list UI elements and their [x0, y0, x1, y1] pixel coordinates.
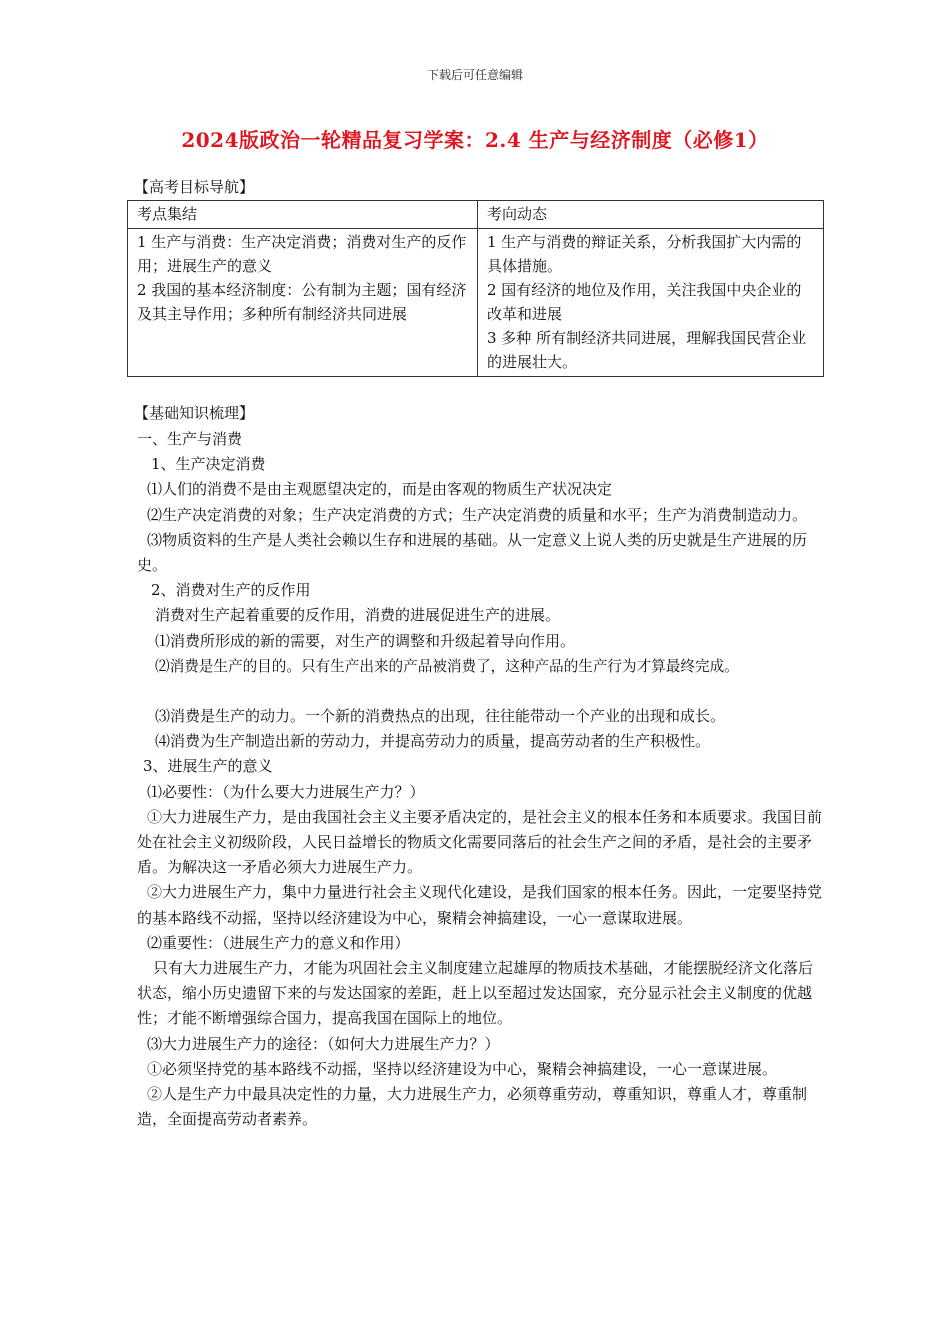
trend-line: 1 生产与消费的辩证关系，分析我国扩大内需的具体措施。: [487, 233, 802, 275]
paragraph: 消费对生产起着重要的反作用，消费的进展促进生产的进展。: [155, 606, 561, 625]
goals-section-label: 【高考目标导航】: [134, 178, 255, 196]
part-heading: 一、生产与消费: [137, 430, 243, 448]
paragraph: ⑵重要性：（进展生产力的意义和作用）: [147, 933, 410, 952]
knowledge-body: [137, 427, 823, 1132]
paragraph: ②大力进展生产力，集中力量进行社会主义现代化建设，是我们国家的根本任务。因此，一定要坚持党的基本路线不动摇，坚持以经济建设为中心，聚精会神搞建设，一心一意谋取进展。: [137, 883, 823, 927]
paragraph: ⑴人们的消费不是由主观愿望决定的，而是由客观的物质生产状况决定: [147, 480, 613, 499]
paragraph: ⑷消费为生产制造出新的劳动力，并提高劳动力的质量，提高劳动者的生产积极性。: [155, 732, 711, 751]
trend-line: 3 多种 所有制经济共同进展，理解我国民营企业的进展壮大。: [487, 329, 807, 371]
paragraph: ①大力进展生产力，是由我国社会主义主要矛盾决定的，是社会主义的根本任务和本质要求。我国目前处在社会主义初级阶段，人民日益增长的物质文化需要同落后的社会生产之间的矛盾，是社会的主要矛盾。为解决这一矛盾必须大力进展生产力。: [137, 807, 823, 877]
paragraph: ⑴必要性：（为什么要大力进展生产力？）: [147, 782, 425, 801]
knowledge-section-label: 【基础知识梳理】: [134, 404, 255, 422]
paragraph: ②人是生产力中最具决定性的力量，大力进展生产力，必须尊重劳动，尊重知识，尊重人才，尊重制造，全面提高劳动者素养。: [137, 1085, 808, 1129]
table-header-row: [128, 201, 824, 229]
page-title: 2024版政治一轮精品复习学案：2.4 生产与经济制度（必修1）: [181, 128, 769, 152]
trend-line: 2 国有经济的地位及作用，关注我国中央企业的改革和进展: [487, 281, 802, 323]
subsection-heading: 2、消费对生产的反作用: [151, 581, 311, 600]
header-note: 下载后可任意编辑: [426, 68, 523, 82]
paragraph: ⑶消费是生产的动力。一个新的消费热点的出现，往往能带动一个产业的出现和成长。: [155, 707, 726, 726]
blank-line: [137, 679, 823, 704]
topic-line: 1 生产与消费：生产决定消费；消费对生产的反作用；进展生产的意义: [137, 233, 467, 275]
paragraph: ⑵生产决定消费的对象；生产决定消费的方式；生产决定消费的质量和水平；生产为消费制造动力。: [147, 505, 808, 524]
paragraph: ①必须坚持党的基本路线不动摇，坚持以经济建设为中心，聚精会神搞建设，一心一意谋进展。: [147, 1059, 778, 1078]
paragraph: ⑵消费是生产的目的。只有生产出来的产品被消费了，这种产品的生产行为才算最终完成。: [155, 657, 739, 675]
goals-table: [127, 200, 824, 377]
topic-line: 2 我国的基本经济制度：公有制为主题；国有经济及其主导作用；多种所有制经济共同进展: [137, 281, 467, 323]
table-header-cell: 考点集结: [128, 201, 478, 229]
table-header-cell: 考向动态: [478, 201, 824, 229]
paragraph: ⑴消费所形成的新的需要，对生产的调整和升级起着导向作用。: [155, 631, 576, 650]
table-cell-trends: [478, 229, 824, 377]
paragraph: 只有大力进展生产力，才能为巩固社会主义制度建立起雄厚的物质技术基础，才能摆脱经济文化落后状态，缩小历史遗留下来的与发达国家的差距，赶上以至超过发达国家，充分显示社会主义制度的优越性；才能不断增强综合国力，提高我国在国际上的地位。: [137, 959, 814, 1028]
table-row: [128, 229, 824, 377]
subsection-heading: 1、生产决定消费: [151, 455, 266, 474]
paragraph: ⑶物质资料的生产是人类社会赖以生存和进展的基础。从一定意义上说人类的历史就是生产进展的历史。: [137, 530, 808, 575]
subsection-heading: 3、进展生产的意义: [143, 757, 273, 776]
paragraph: ⑶大力进展生产力的途径：（如何大力进展生产力？）: [147, 1034, 500, 1053]
table-cell-topics: [128, 229, 478, 377]
